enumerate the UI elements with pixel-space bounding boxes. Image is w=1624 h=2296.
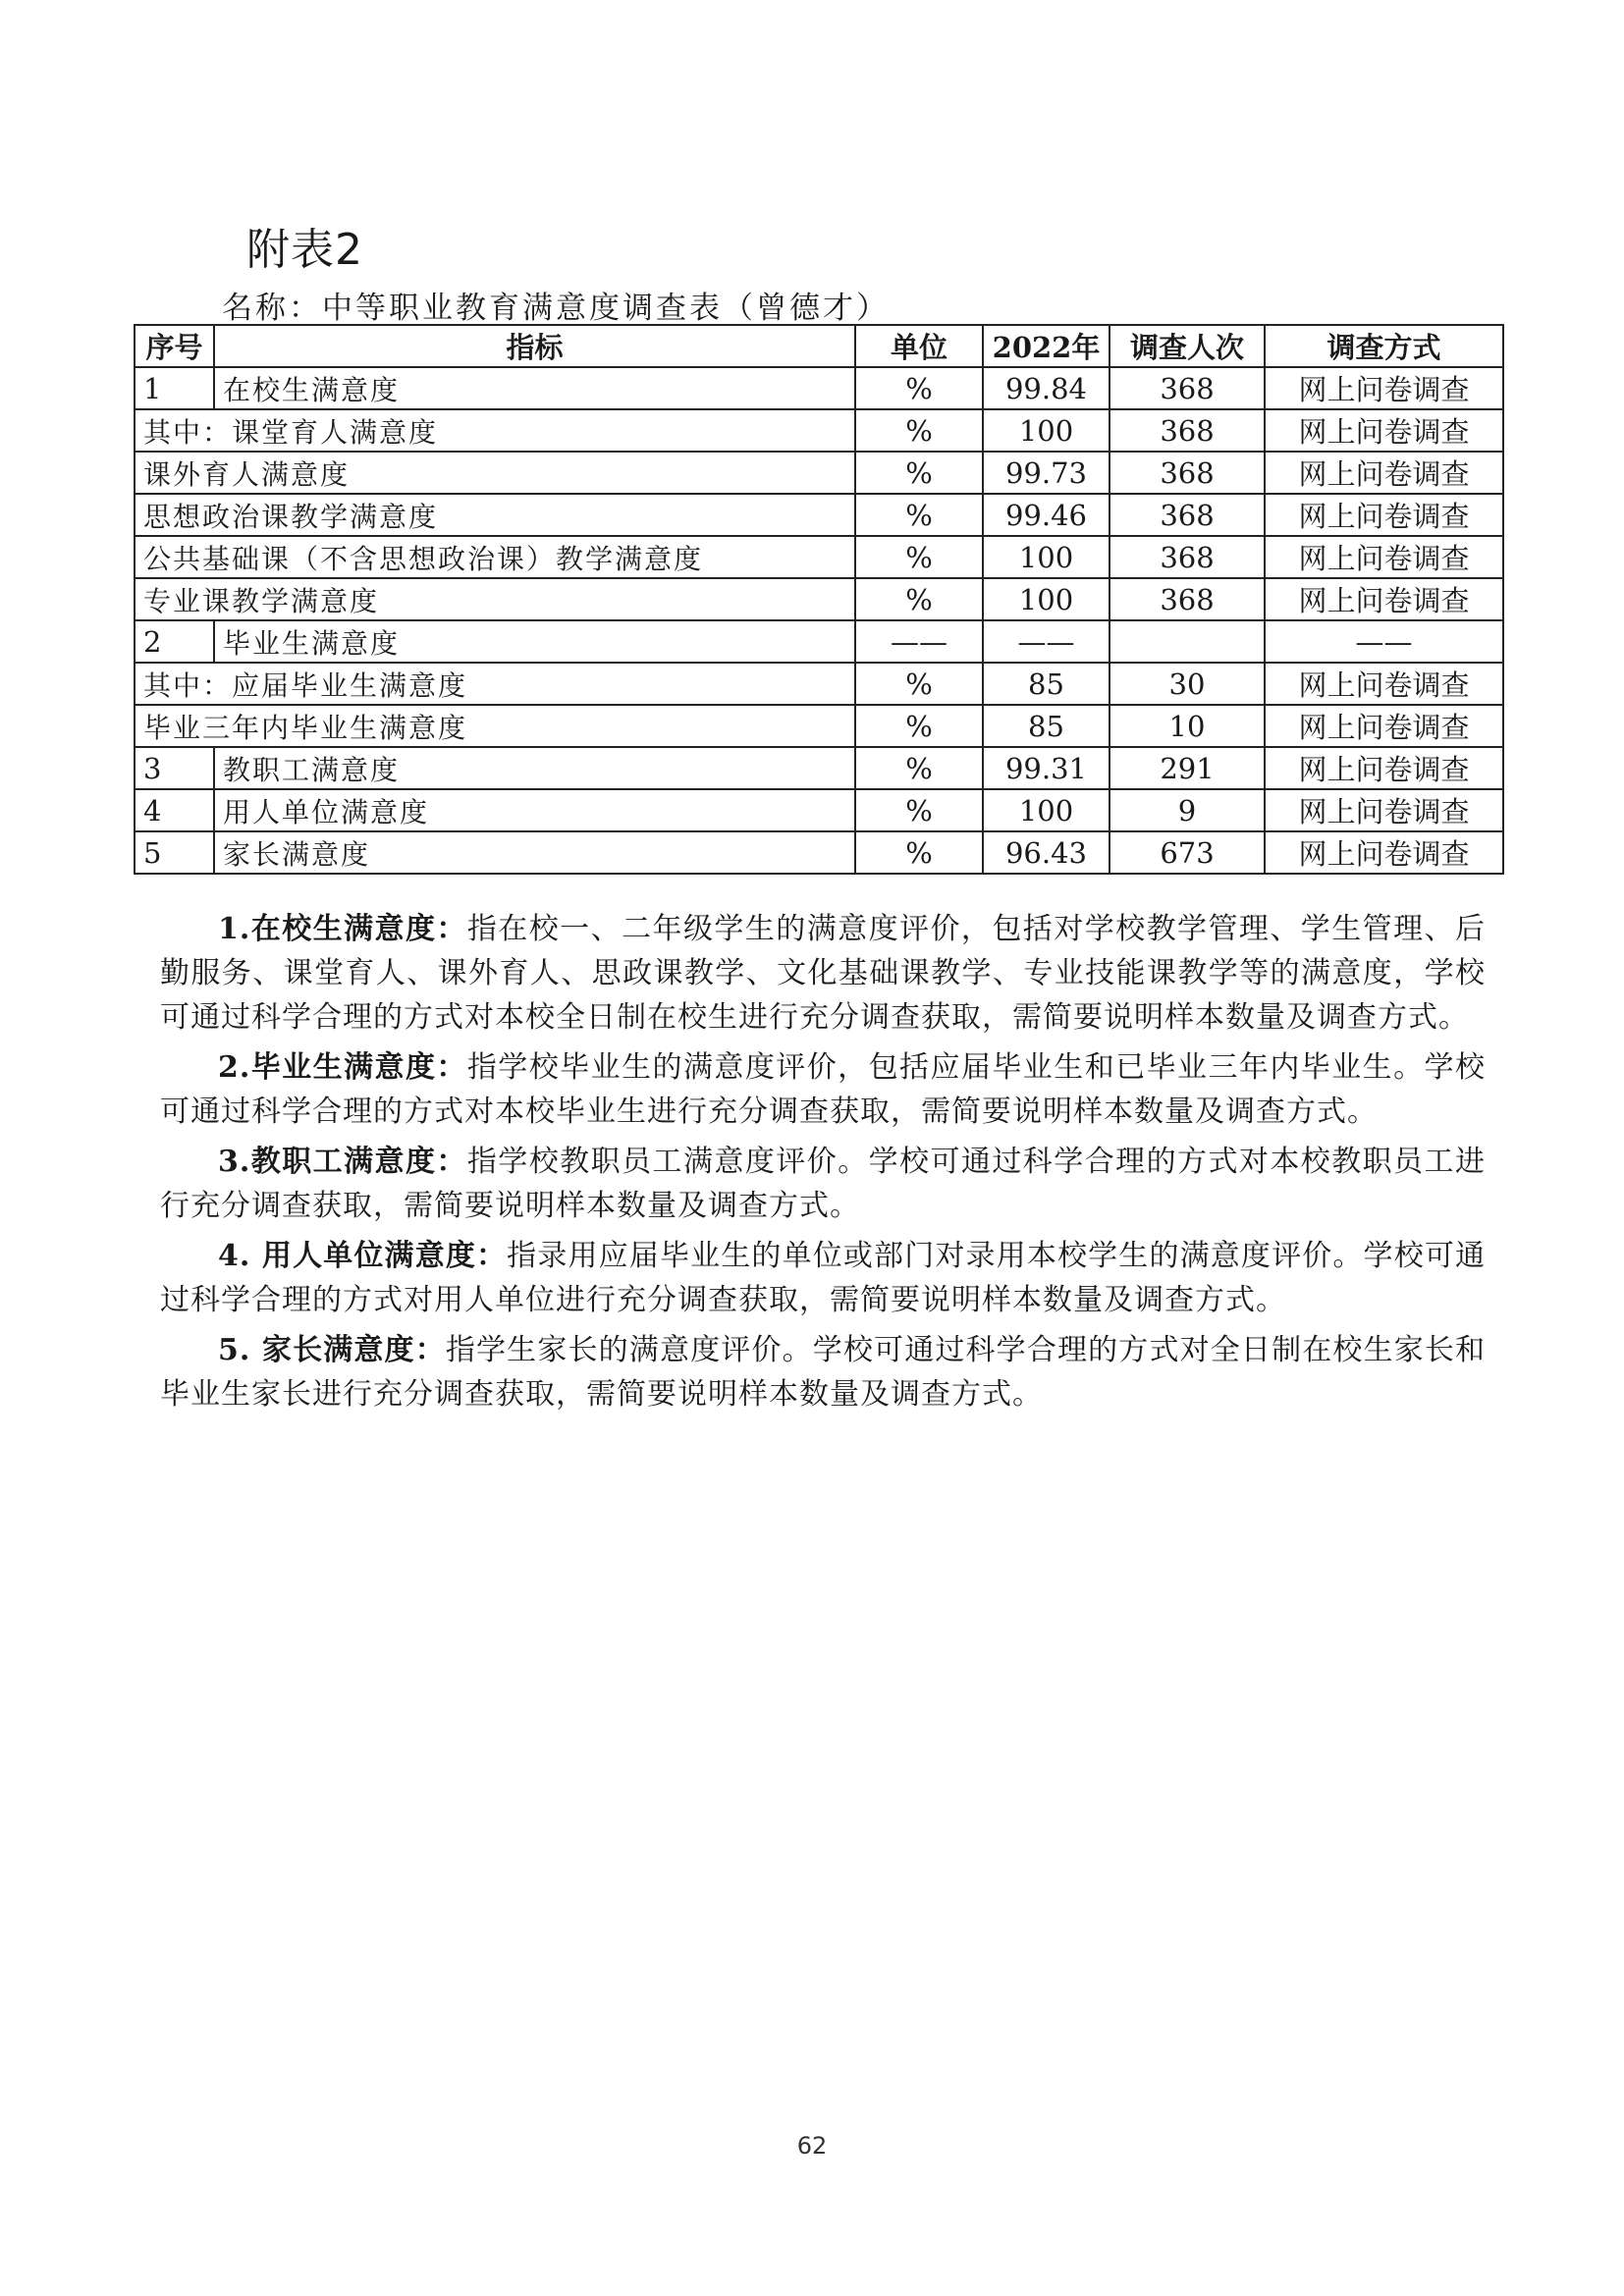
page-number: 62 bbox=[796, 2132, 828, 2160]
table-row bbox=[135, 409, 1503, 452]
header-year: 2022年 bbox=[983, 325, 1110, 367]
header-indicator: 指标 bbox=[214, 325, 855, 367]
header-count: 调查人次 bbox=[1110, 325, 1265, 367]
row-indicator: 教职工满意度 bbox=[214, 747, 855, 789]
row-label: 其中：应届毕业生满意度 bbox=[135, 663, 855, 705]
row-unit: % bbox=[855, 367, 983, 409]
note-text: 指录用应届毕业生的单位或部门对录用本校学生的满意度评价。学校可通过科学合理的方式对用人单位进行充分调查获取，需简要说明样本数量及调查方式。 bbox=[160, 1239, 1487, 1317]
row-method: —— bbox=[1265, 620, 1503, 663]
row-method: 网上问卷调查 bbox=[1265, 536, 1503, 578]
note-paragraph bbox=[160, 907, 1486, 1040]
table-row bbox=[135, 367, 1503, 409]
row-year-value: 99.73 bbox=[983, 452, 1110, 494]
note-term: 4. 用人单位满意度： bbox=[218, 1239, 508, 1273]
note-text: 指学校毕业生的满意度评价，包括应届毕业生和已毕业三年内毕业生。学校可通过科学合理的方式对本校毕业生进行充分调查获取，需简要说明样本数量及调查方式。 bbox=[160, 1050, 1486, 1129]
row-unit: % bbox=[855, 831, 983, 874]
note-paragraph bbox=[160, 1328, 1486, 1416]
row-no: 4 bbox=[135, 789, 214, 831]
table-row bbox=[135, 536, 1503, 578]
table-header-row bbox=[135, 325, 1503, 367]
row-label: 其中：课堂育人满意度 bbox=[135, 409, 855, 452]
row-count: 368 bbox=[1110, 367, 1265, 409]
row-label: 毕业三年内毕业生满意度 bbox=[135, 705, 855, 747]
row-count: 368 bbox=[1110, 494, 1265, 536]
table-row bbox=[135, 705, 1503, 747]
table-row bbox=[135, 494, 1503, 536]
row-no: 2 bbox=[135, 620, 214, 663]
row-indicator: 家长满意度 bbox=[214, 831, 855, 874]
note-text: 指在校一、二年级学生的满意度评价，包括对学校教学管理、学生管理、后勤服务、课堂育人、课外育人、思政课教学、文化基础课教学、专业技能课教学等的满意度，学校可通过科学合理的方式对本校全日制在校生进行充分调查获取，需简要说明样本数量及调查方式。 bbox=[160, 912, 1486, 1035]
row-year-value: 100 bbox=[983, 536, 1110, 578]
row-year-value: 99.46 bbox=[983, 494, 1110, 536]
row-count: 673 bbox=[1110, 831, 1265, 874]
row-method: 网上问卷调查 bbox=[1265, 705, 1503, 747]
row-unit: % bbox=[855, 536, 983, 578]
row-indicator: 在校生满意度 bbox=[214, 367, 855, 409]
appendix-heading: 附表2 bbox=[246, 225, 363, 275]
row-year-value: 99.31 bbox=[983, 747, 1110, 789]
table-row bbox=[135, 831, 1503, 874]
row-unit: % bbox=[855, 705, 983, 747]
note-term: 5. 家长满意度： bbox=[218, 1333, 446, 1367]
row-unit: % bbox=[855, 578, 983, 620]
table-row bbox=[135, 578, 1503, 620]
row-label: 专业课教学满意度 bbox=[135, 578, 855, 620]
row-unit: % bbox=[855, 409, 983, 452]
note-paragraph bbox=[160, 1140, 1486, 1228]
row-year-value: —— bbox=[983, 620, 1110, 663]
row-method: 网上问卷调查 bbox=[1265, 789, 1503, 831]
row-year-value: 100 bbox=[983, 409, 1110, 452]
row-method: 网上问卷调查 bbox=[1265, 831, 1503, 874]
note-paragraph bbox=[160, 1234, 1486, 1322]
row-method: 网上问卷调查 bbox=[1265, 452, 1503, 494]
note-term: 3.教职工满意度： bbox=[218, 1145, 467, 1179]
satisfaction-table bbox=[134, 324, 1504, 875]
row-year-value: 100 bbox=[983, 789, 1110, 831]
row-indicator: 毕业生满意度 bbox=[214, 620, 855, 663]
row-label: 公共基础课（不含思想政治课）教学满意度 bbox=[135, 536, 855, 578]
row-label: 课外育人满意度 bbox=[135, 452, 855, 494]
row-count: 368 bbox=[1110, 578, 1265, 620]
row-year-value: 85 bbox=[983, 705, 1110, 747]
row-unit: % bbox=[855, 747, 983, 789]
table-row bbox=[135, 452, 1503, 494]
header-no: 序号 bbox=[135, 325, 214, 367]
row-count: 368 bbox=[1110, 536, 1265, 578]
row-year-value: 96.43 bbox=[983, 831, 1110, 874]
row-unit: % bbox=[855, 789, 983, 831]
row-count: 368 bbox=[1110, 452, 1265, 494]
row-label: 思想政治课教学满意度 bbox=[135, 494, 855, 536]
note-term: 2.毕业生满意度： bbox=[218, 1050, 467, 1085]
row-unit: % bbox=[855, 663, 983, 705]
header-unit: 单位 bbox=[855, 325, 983, 367]
table-row bbox=[135, 789, 1503, 831]
row-count: 9 bbox=[1110, 789, 1265, 831]
row-count: 368 bbox=[1110, 409, 1265, 452]
table-row bbox=[135, 620, 1503, 663]
row-method: 网上问卷调查 bbox=[1265, 663, 1503, 705]
header-method: 调查方式 bbox=[1265, 325, 1503, 367]
row-unit: % bbox=[855, 494, 983, 536]
row-unit: —— bbox=[855, 620, 983, 663]
row-method: 网上问卷调查 bbox=[1265, 578, 1503, 620]
row-year-value: 99.84 bbox=[983, 367, 1110, 409]
note-text: 指学校教职员工满意度评价。学校可通过科学合理的方式对本校教职员工进行充分调查获取，需简要说明样本数量及调查方式。 bbox=[160, 1145, 1486, 1223]
row-method: 网上问卷调查 bbox=[1265, 409, 1503, 452]
table-row bbox=[135, 747, 1503, 789]
table-row bbox=[135, 663, 1503, 705]
row-method: 网上问卷调查 bbox=[1265, 494, 1503, 536]
row-no: 3 bbox=[135, 747, 214, 789]
note-text: 指学生家长的满意度评价。学校可通过科学合理的方式对全日制在校生家长和毕业生家长进行充分调查获取，需简要说明样本数量及调查方式。 bbox=[160, 1333, 1487, 1412]
row-count: 30 bbox=[1110, 663, 1265, 705]
table-caption: 名称：中等职业教育满意度调查表（曾德才） bbox=[222, 291, 890, 326]
row-count: 291 bbox=[1110, 747, 1265, 789]
row-no: 1 bbox=[135, 367, 214, 409]
row-count: 10 bbox=[1110, 705, 1265, 747]
row-year-value: 100 bbox=[983, 578, 1110, 620]
row-unit: % bbox=[855, 452, 983, 494]
row-count bbox=[1110, 620, 1265, 663]
notes-section bbox=[160, 907, 1486, 1422]
note-paragraph bbox=[160, 1045, 1486, 1134]
row-year-value: 85 bbox=[983, 663, 1110, 705]
note-term: 1.在校生满意度： bbox=[218, 912, 467, 946]
row-indicator: 用人单位满意度 bbox=[214, 789, 855, 831]
row-method: 网上问卷调查 bbox=[1265, 367, 1503, 409]
row-no: 5 bbox=[135, 831, 214, 874]
row-method: 网上问卷调查 bbox=[1265, 747, 1503, 789]
